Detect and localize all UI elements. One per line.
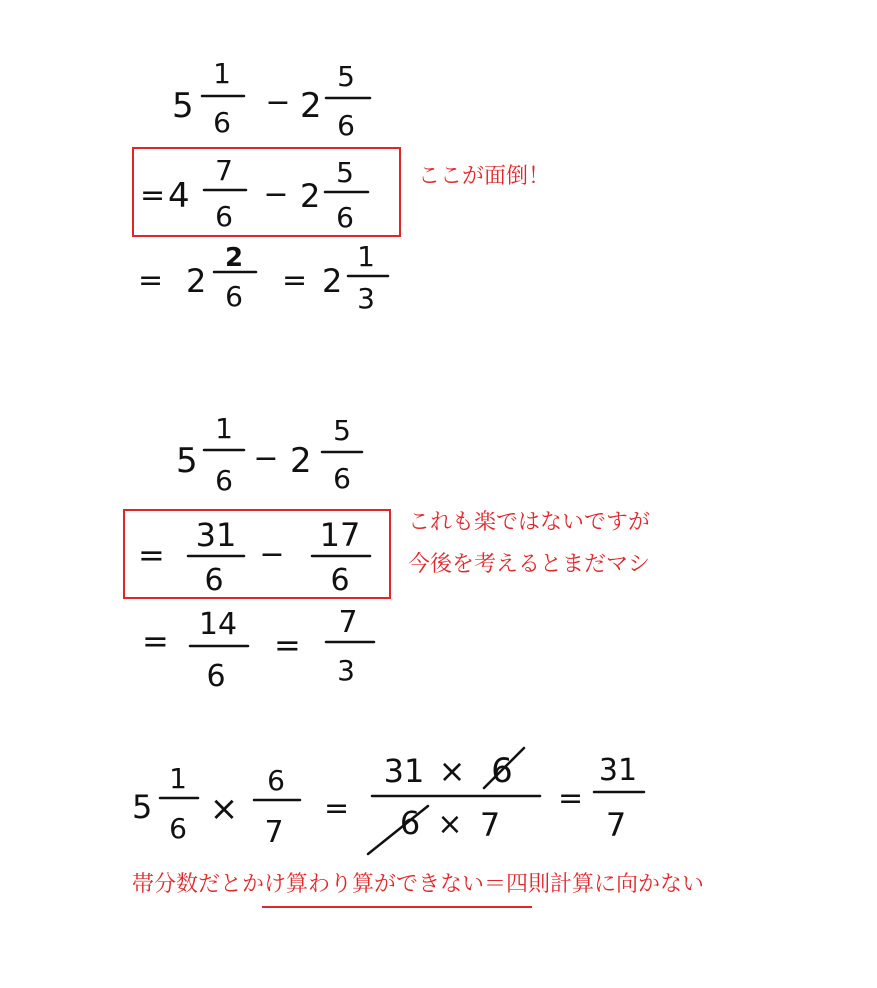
highlight-box-1	[132, 147, 401, 237]
example1-line3	[138, 240, 388, 315]
ex3-big-num-times: ×	[438, 752, 466, 790]
ex3-big-den-left: 6	[399, 804, 421, 842]
ex2-l1-whole-a: 5	[176, 441, 198, 481]
ex1-l3-whole-a: 2	[186, 262, 207, 300]
ex2-l1-den-b: 6	[333, 462, 351, 495]
caption: 帯分数だとかけ算わり算ができない＝四則計算に向かない	[132, 872, 705, 897]
ex1-l2-whole-a: 4	[168, 176, 190, 216]
annotation-note-1: ここが面倒！	[418, 164, 551, 189]
ex1-l2-num-b: 5	[336, 156, 354, 189]
ex1-l1-den-b: 6	[337, 109, 355, 142]
ex1-l1-whole-b: 2	[300, 86, 322, 126]
ex3-big-den-right: 7	[479, 806, 501, 844]
ex3-den-b: 7	[264, 815, 284, 850]
caption-underline	[262, 906, 532, 908]
ex3-times-1: ×	[209, 789, 239, 829]
ex2-l1-minus: −	[253, 441, 279, 476]
annotation-note-2-line2: 今後を考えるとまだマシ	[408, 552, 651, 577]
ex1-l2-den-a: 6	[215, 200, 233, 233]
ex1-l3-equals-2: =	[282, 263, 308, 298]
ex1-l3-whole-b: 2	[322, 262, 343, 300]
ex3-res-num: 31	[598, 753, 638, 788]
ex1-l1-num-a: 1	[213, 57, 231, 90]
ex1-l3-den-b: 3	[357, 282, 375, 315]
ex1-l3-equals-1: =	[138, 263, 164, 298]
example1-line1	[172, 57, 370, 142]
ex3-equals-2: =	[558, 781, 584, 816]
ex1-l1-minus: −	[265, 85, 291, 120]
ex1-l3-num-b: 1	[357, 240, 375, 273]
ex3-res-den: 7	[605, 806, 627, 844]
ex1-l2-minus: −	[263, 177, 289, 212]
example2-line3	[142, 605, 374, 694]
ex2-l1-whole-b: 2	[290, 441, 312, 481]
ex3-den-a: 6	[169, 812, 187, 845]
ex3-whole-a: 5	[132, 788, 153, 826]
ex2-l1-num-b: 5	[333, 414, 351, 447]
ex1-l1-den-a: 6	[213, 106, 231, 139]
ex2-l3-num-b: 7	[338, 605, 358, 640]
ex2-l2-den-a: 6	[204, 563, 224, 598]
example3-expression	[132, 748, 644, 854]
ex3-big-den-times: ×	[437, 807, 463, 842]
ex1-l2-num-a: 7	[215, 154, 233, 187]
ex1-l1-num-b: 5	[337, 60, 355, 93]
ex3-big-num-right: 6	[491, 751, 513, 791]
ex1-l2-whole-b: 2	[300, 177, 321, 215]
ex2-l2-minus: −	[259, 537, 285, 572]
ex2-l3-num-a: 14	[198, 607, 238, 642]
ex3-big-num-left: 31	[383, 752, 425, 790]
ex1-l1-whole-a: 5	[172, 86, 194, 126]
ex3-equals-1: =	[324, 791, 350, 826]
ex2-l3-den-b: 3	[337, 654, 355, 687]
ex1-l3-den-a: 6	[225, 280, 243, 313]
ex2-l3-den-a: 6	[206, 659, 226, 694]
ex2-l2-equals: =	[138, 536, 165, 574]
annotation-note-2-line1: これも楽ではないですが	[408, 510, 651, 535]
ex3-num-a: 1	[169, 762, 187, 795]
ex1-l3-num-a: 2	[224, 243, 244, 273]
ex3-num-b: 6	[267, 764, 285, 797]
example2-line1	[176, 412, 362, 497]
ex2-l2-num-b: 17	[319, 516, 361, 554]
highlight-box-2	[123, 509, 391, 599]
ex2-l2-num-a: 31	[195, 516, 237, 554]
ex1-l2-equals: =	[140, 178, 166, 213]
ex2-l3-equals-1: =	[142, 622, 169, 660]
ex2-l1-num-a: 1	[215, 412, 233, 445]
ex1-l2-den-b: 6	[336, 201, 354, 234]
ex2-l2-den-b: 6	[330, 563, 350, 598]
ex2-l3-equals-2: =	[274, 626, 301, 664]
ex2-l1-den-a: 6	[215, 464, 233, 497]
